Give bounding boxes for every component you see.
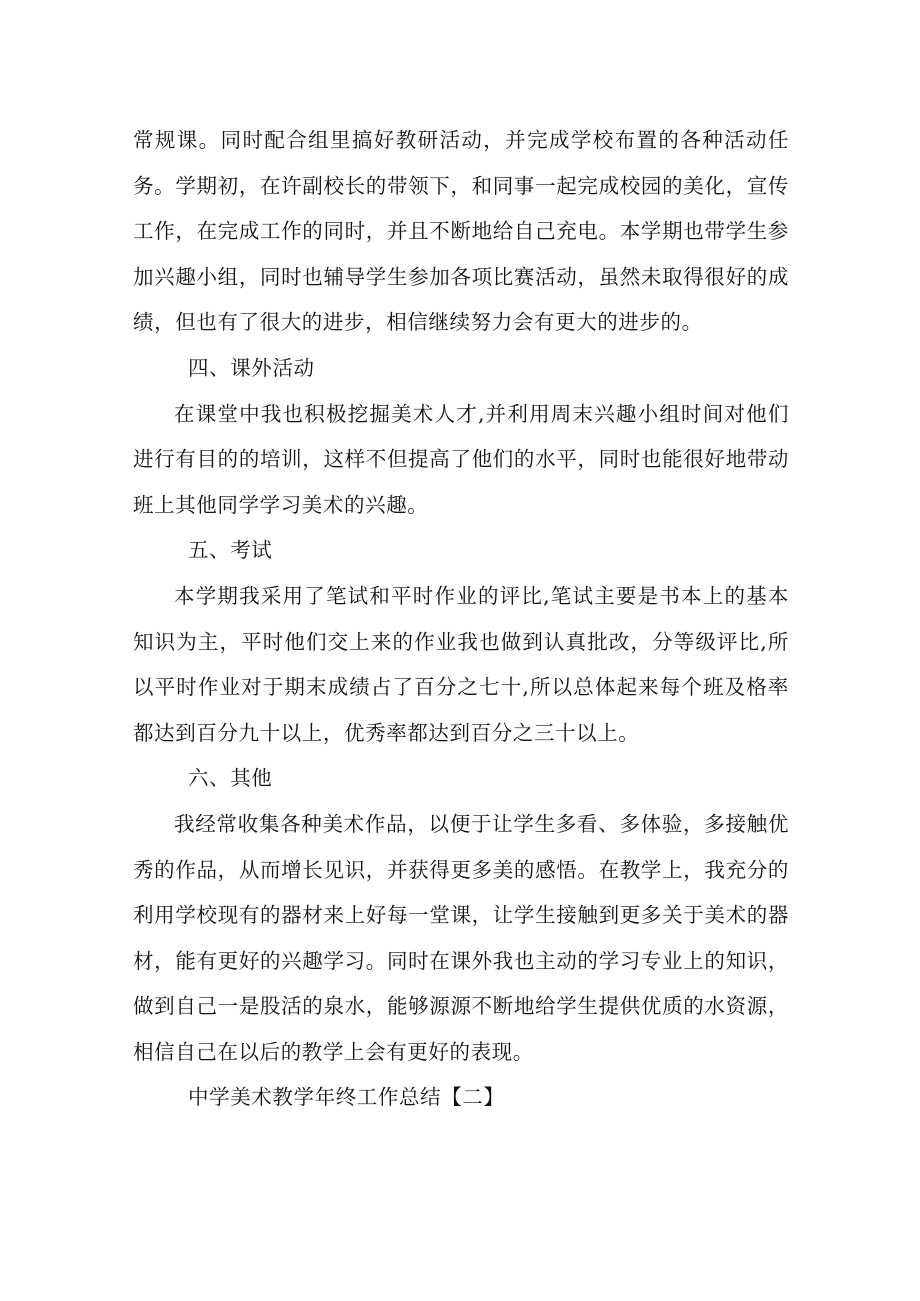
paragraph-exam: 本学期我采用了笔试和平时作业的评比,笔试主要是书本上的基本知识为主，平时他们交上来的作业我也做到认真批改，分等级评比,所以平时作业对于期末成绩占了百分之七十,所以总体起来每个班及格率都达到百分九十以上，优秀率都达到百分之三十以上。 bbox=[133, 583, 789, 745]
paragraph-extracurricular: 在课堂中我也积极挖掘美术人才,并利用周末兴趣小组时间对他们进行有目的的培训，这样不但提高了他们的水平，同时也能很好地带动班上其他同学学习美术的兴趣。 bbox=[133, 401, 789, 517]
document-body bbox=[133, 118, 789, 1121]
paragraph-other: 我经常收集各种美术作品，以便于让学生多看、多体验，多接触优秀的作品，从而增长见识，并获得更多美的感悟。在教学上，我充分的利用学校现有的器材来上好每一堂课，让学生接触到更多关于美术的器材，能有更好的兴趣学习。同时在课外我也主动的学习专业上的知识，做到自己一是股活的泉水，能够源源不断地给学生提供优质的水资源，相信自己在以后的教学上会有更好的表现。 bbox=[133, 811, 789, 1064]
paragraph-continuation: 常规课。同时配合组里搞好教研活动，并完成学校布置的各种活动任务。学期初，在许副校长的带领下，和同事一起完成校园的美化，宣传工作，在完成工作的同时，并且不断地给自己充电。本学期也带学生参加兴趣小组，同时也辅导学生参加各项比赛活动，虽然未取得很好的成绩，但也有了很大的进步，相信继续努力会有更大的进步的。 bbox=[133, 128, 789, 335]
section-heading-extracurricular: 四、课外活动 bbox=[188, 355, 315, 380]
document-subtitle-part-two: 中学美术教学年终工作总结【二】 bbox=[188, 1085, 505, 1110]
section-heading-exam: 五、考试 bbox=[188, 538, 273, 563]
section-heading-other: 六、其他 bbox=[188, 766, 273, 791]
